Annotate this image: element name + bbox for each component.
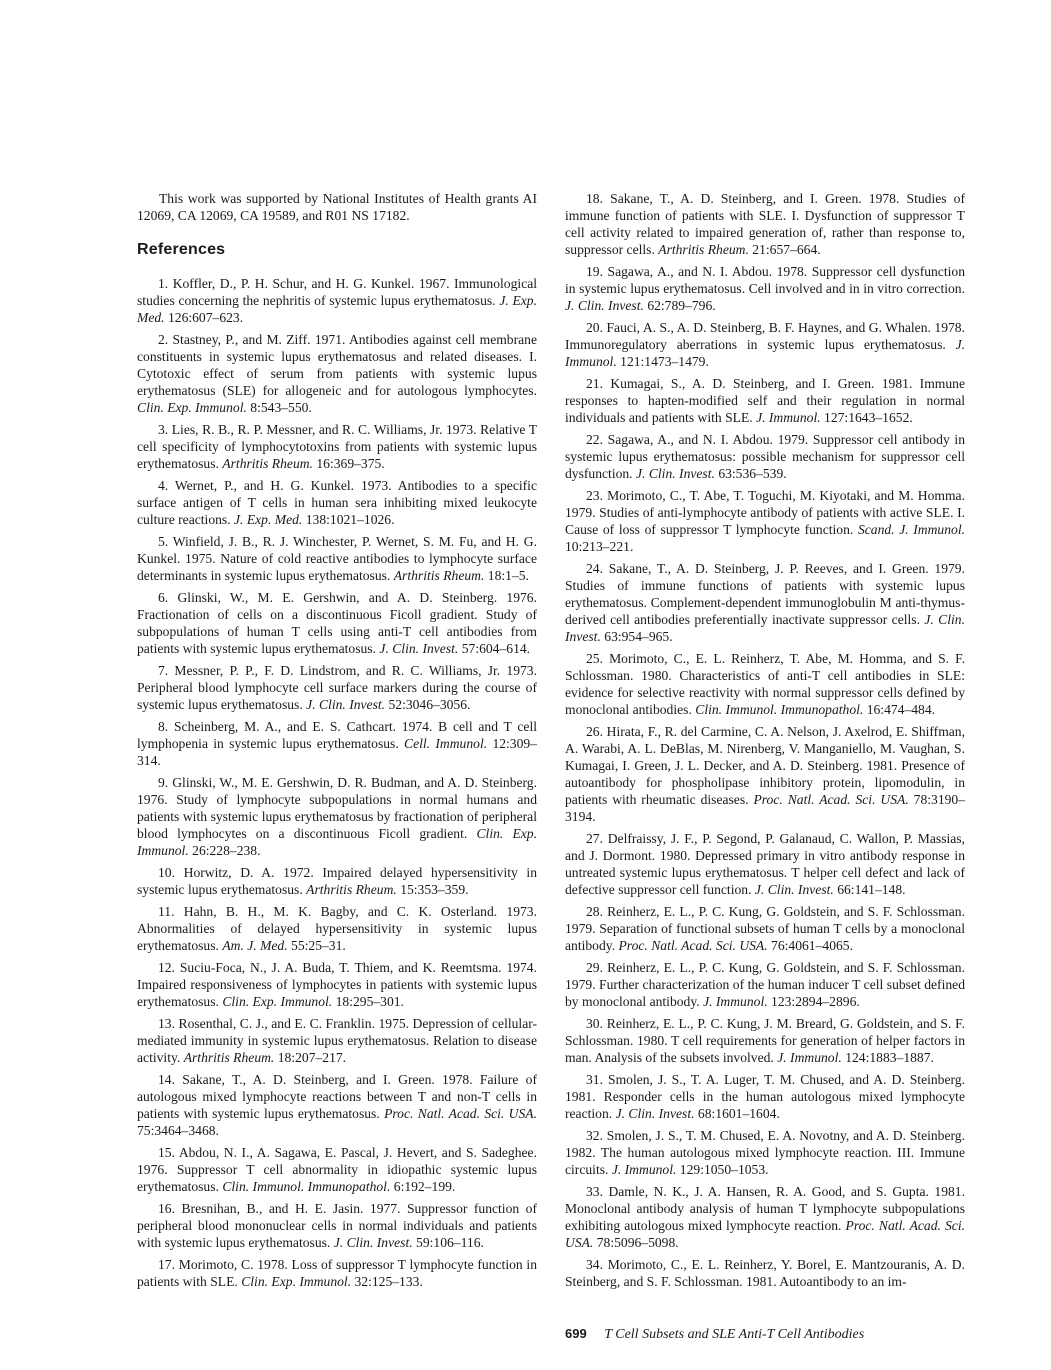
reference-citation: 123:2894–2896. — [771, 994, 860, 1009]
reference-text: Delfraissy, J. F., P. Segond, P. Galanaud, C. Wallon, P. Massias, and J. Dormont. 1980. Depressed primary in vitro antibody response in untreated systemic lupus erythematosus. T helper cell defect and lack of defective suppressor cell function. — [565, 831, 965, 897]
reference-citation: 57:604–614. — [461, 641, 531, 656]
reference-number: 2. — [158, 332, 169, 347]
reference-number: 25. — [586, 651, 603, 666]
reference-item — [137, 1144, 537, 1195]
reference-journal: Clin. Exp. Immunol. — [137, 400, 247, 415]
reference-text: Scheinberg, M. A., and E. S. Cathcart. 1974. B cell and T cell lymphopenia in systemic lupus erythematosus. — [137, 719, 537, 751]
reference-item — [137, 275, 537, 326]
reference-text: Sakane, T., A. D. Steinberg, and I. Green. 1978. Studies of immune function of patients with SLE. I. Dysfunction of suppressor T cell activity related to impaired generation of, rather than response to, suppressor cells. — [565, 191, 965, 257]
reference-journal: J. Immunol. — [565, 337, 965, 369]
reference-item — [137, 1256, 537, 1290]
reference-number: 1. — [158, 276, 169, 291]
reference-number: 13. — [158, 1016, 175, 1031]
reference-number: 32. — [586, 1128, 603, 1143]
reference-item — [137, 903, 537, 954]
reference-text: Bresnihan, B., and H. E. Jasin. 1977. Suppressor function of peripheral blood mononuclear cells in normal individuals and patients with systemic lupus erythematosus. — [137, 1201, 537, 1250]
reference-journal: Arthritis Rheum. — [306, 882, 397, 897]
reference-item — [565, 375, 965, 426]
reference-text: Hirata, F., R. del Carmine, C. A. Nelson, J. Axelrod, E. Shiffman, A. Warabi, A. L. DeBlas, M. Nirenberg, V. Manganiello, M. Vaughan, S. Kumagai, I. Green, J. L. Decker, and A. D. Steinberg. 1981. Presence of autoantibody for phospholipase inhibitory protein, lipomodulin, in patients with rheumatic diseases. — [565, 724, 965, 807]
reference-journal: J. Clin. Invest. — [636, 466, 715, 481]
reference-body — [565, 903, 965, 954]
reference-body — [137, 477, 537, 528]
reference-body — [565, 830, 965, 898]
reference-citation: 59:106–116. — [416, 1235, 484, 1250]
reference-citation: 124:1883–1887. — [845, 1050, 934, 1065]
reference-number: 20. — [586, 320, 603, 335]
reference-text: Abdou, N. I., A. Sagawa, E. Pascal, J. Hevert, and S. Sadeghee. 1976. Suppressor T cell abnormality in idiopathic systemic lupus erythematosus. — [137, 1145, 537, 1194]
reference-body — [137, 1256, 537, 1290]
reference-citation: 6:192–199. — [393, 1179, 456, 1194]
reference-journal: J. Clin. Invest. — [306, 697, 386, 712]
reference-journal: Arthritis Rheum. — [183, 1050, 275, 1065]
reference-body — [137, 1071, 537, 1139]
reference-item — [565, 1127, 965, 1178]
reference-item — [565, 830, 965, 898]
reference-journal: Clin. Exp. Immunol. — [241, 1274, 352, 1289]
reference-body — [565, 263, 965, 314]
reference-body — [565, 1127, 965, 1178]
reference-text: Sagawa, A., and N. I. Abdou. 1979. Suppressor cell antibody in systemic lupus erythematosus: possible mechanism for suppressor cell dysfunction. — [565, 432, 965, 481]
reference-item — [565, 1256, 965, 1290]
reference-item — [137, 864, 537, 898]
reference-number: 5. — [158, 534, 169, 549]
reference-number: 11. — [158, 904, 175, 919]
reference-text: Sagawa, A., and N. I. Abdou. 1978. Suppressor cell dysfunction in systemic lupus erythematosus. Cell involved and in in vitro correction. — [565, 264, 965, 296]
reference-citation: 78:3190–3194. — [565, 792, 966, 824]
reference-item — [565, 650, 965, 718]
reference-body — [565, 1256, 965, 1290]
reference-journal: J. Clin. Invest. — [615, 1106, 695, 1121]
reference-citation: 62:789–796. — [647, 298, 716, 313]
reference-text: Fauci, A. S., A. D. Steinberg, B. F. Haynes, and G. Whalen. 1978. Immunoregulatory aberrations in systemic lupus erythematosus. — [565, 320, 965, 352]
reference-journal: Proc. Natl. Acad. Sci. USA. — [618, 938, 768, 953]
reference-journal: J. Immunol. — [611, 1162, 677, 1177]
reference-journal: Arthritis Rheum. — [222, 456, 313, 471]
reference-text: Glinski, W., M. E. Gershwin, and A. D. Steinberg. 1976. Fractionation of cells on a discontinuous Ficoll gradient. Study of subpopulations of human T cells using anti-T cell antibodies from patients with systemic lupus erythematosus. — [137, 590, 537, 656]
reference-journal: Proc. Natl. Acad. Sci. USA. — [565, 1218, 965, 1250]
reference-item — [565, 723, 965, 825]
reference-item — [565, 263, 965, 314]
reference-journal: Am. J. Med. — [222, 938, 288, 953]
reference-text: Rosenthal, C. J., and E. C. Franklin. 1975. Depression of cellular-mediated immunity in systemic lupus erythematosus. Relation to disease activity. — [137, 1016, 538, 1065]
reference-item — [137, 959, 537, 1010]
reference-number: 19. — [586, 264, 603, 279]
reference-number: 16. — [158, 1201, 175, 1216]
reference-text: Smolen, J. S., T. A. Luger, T. M. Chused, and A. D. Steinberg. 1981. Responder cells in the human autologous mixed lymphocyte reaction. — [565, 1072, 965, 1121]
reference-body — [565, 487, 965, 555]
reference-citation: 121:1473–1479. — [620, 354, 709, 369]
reference-body — [565, 431, 965, 482]
reference-number: 27. — [586, 831, 603, 846]
reference-journal: J. Immunol. — [777, 1050, 842, 1065]
reference-citation: 16:474–484. — [866, 702, 936, 717]
reference-text: Messner, P. P., F. D. Lindstrom, and R. C. Williams, Jr. 1973. Peripheral blood lymphocyte cell surface markers during the course of systemic lupus erythematosus. — [137, 663, 537, 712]
reference-item — [565, 959, 965, 1010]
reference-citation: 21:657–664. — [752, 242, 821, 257]
reference-body — [565, 375, 965, 426]
reference-number: 28. — [586, 904, 603, 919]
reference-text: Koffler, D., P. H. Schur, and H. G. Kunkel. 1967. Immunological studies concerning the nephritis of systemic lupus erythematosus. — [137, 276, 538, 308]
reference-body — [137, 718, 537, 769]
reference-number: 9. — [158, 775, 169, 790]
reference-body — [565, 190, 965, 258]
reference-journal: Arthritis Rheum. — [658, 242, 749, 257]
right-column — [565, 190, 965, 1295]
reference-body — [565, 1071, 965, 1122]
reference-item — [137, 718, 537, 769]
reference-body — [565, 959, 965, 1010]
reference-text: Lies, R. B., R. P. Messner, and R. C. Williams, Jr. 1973. Relative T cell specificity of lymphocytotoxins from patients with systemic lupus erythematosus. — [137, 422, 537, 471]
reference-body — [137, 275, 537, 326]
reference-text: Reinherz, E. L., P. C. Kung, J. M. Breard, G. Goldstein, and S. F. Schlossman. 1980. T cell requirements for generation of helper factors in man. Analysis of the subsets involved. — [565, 1016, 965, 1065]
page-number: 699 — [565, 1326, 587, 1341]
reference-number: 23. — [586, 488, 603, 503]
reference-journal: J. Exp. Med. — [234, 512, 303, 527]
reference-number: 4. — [158, 478, 169, 493]
reference-item — [565, 1183, 965, 1251]
reference-citation: 55:25–31. — [291, 938, 346, 953]
reference-number: 18. — [586, 191, 603, 206]
reference-number: 34. — [586, 1257, 603, 1272]
reference-citation: 18:207–217. — [277, 1050, 347, 1065]
acknowledgment: This work was supported by National Institutes of Health grants AI 12069, CA 12069, CA 19589, and R01 NS 17182. — [137, 191, 537, 223]
reference-body — [137, 1015, 537, 1066]
reference-text: Reinherz, E. L., P. C. Kung, G. Goldstein, and S. F. Schlossman. 1979. Further characterization of the human inducer T cell subset defined by monoclonal antibody. — [565, 960, 965, 1009]
reference-text: Morimoto, C., E. L. Reinherz, T. Abe, M. Homma, and S. F. Schlossman. 1980. Characteristics of anti-T cell antibodies in SLE: evidence for selective reactivity with normal suppressor cells defined by monoclonal antibodies. — [565, 651, 965, 717]
reference-body — [565, 319, 965, 370]
reference-text: Stastney, P., and M. Ziff. 1971. Antibodies against cell membrane constituents in systemic lupus erythematosus and related diseases. I. Cytotoxic effect of serum from patients with systemic lupus erythematosus (SLE) for allogeneic and for autologous lymphocytes. — [137, 332, 537, 398]
reference-journal: J. Exp. Med. — [137, 293, 537, 325]
reference-journal: J. Clin. Invest. — [565, 612, 965, 644]
reference-citation: 127:1643–1652. — [824, 410, 913, 425]
reference-item — [137, 589, 537, 657]
reference-text: Morimoto, C. 1978. Loss of suppressor T lymphocyte function in patients with SLE. — [137, 1257, 537, 1289]
reference-text: Reinherz, E. L., P. C. Kung, G. Goldstein, and S. F. Schlossman. 1979. Separation of functional subsets of human T cells by a monoclonal antibody. — [565, 904, 965, 953]
reference-item — [565, 487, 965, 555]
reference-number: 12. — [158, 960, 175, 975]
reference-text: Sakane, T., A. D. Steinberg, J. P. Reeves, and I. Green. 1979. Studies of immune functions of patients with systemic lupus erythematosus. Complement-dependent immunoglobulin M anti-thymus-derived cell antibodies preferentially inactivate suppressor cells. — [565, 561, 965, 627]
reference-number: 21. — [586, 376, 603, 391]
reference-text: Sakane, T., A. D. Steinberg, and I. Green. 1978. Failure of autologous mixed lymphocyte reactions between T and non-T cells in patients with systemic lupus erythematosus. — [137, 1072, 537, 1121]
reference-citation: 68:1601–1604. — [697, 1106, 780, 1121]
reference-journal: J. Clin. Invest. — [379, 641, 459, 656]
reference-text: Suciu-Foca, N., J. A. Buda, T. Thiem, and K. Reemtsma. 1974. Impaired responsiveness of lymphocytes in patients with systemic lupus erythematosus. — [137, 960, 537, 1009]
reference-citation: 26:228–238. — [192, 843, 261, 858]
reference-item — [137, 774, 537, 859]
reference-number: 29. — [586, 960, 603, 975]
reference-number: 3. — [158, 422, 169, 437]
left-column — [137, 190, 537, 1295]
reference-journal: Clin. Exp. Immunol. — [137, 826, 538, 858]
reference-item — [137, 1200, 537, 1251]
reference-body — [137, 421, 537, 472]
reference-body — [565, 723, 965, 825]
reference-number: 22. — [586, 432, 603, 447]
reference-citation: 129:1050–1053. — [679, 1162, 769, 1177]
reference-citation: 126:607–623. — [167, 310, 244, 325]
reference-item — [565, 560, 965, 645]
reference-citation: 18:1–5. — [487, 568, 529, 583]
reference-item — [137, 1015, 537, 1066]
reference-citation: 63:536–539. — [718, 466, 787, 481]
reference-item — [137, 533, 537, 584]
reference-journal: Scand. J. Immunol. — [857, 522, 966, 537]
reference-citation: 12:309–314. — [137, 736, 537, 768]
reference-number: 10. — [158, 865, 175, 880]
reference-journal: J. Clin. Invest. — [565, 298, 644, 313]
reference-item — [565, 431, 965, 482]
reference-journal: J. Clin. Invest. — [333, 1235, 413, 1250]
reference-number: 26. — [586, 724, 603, 739]
reference-body — [137, 864, 537, 898]
references-heading: References — [137, 241, 226, 258]
reference-item — [565, 190, 965, 258]
reference-text: Smolen, J. S., T. M. Chused, E. A. Novotny, and A. D. Steinberg. 1982. The human autologous mixed lymphocyte reaction. III. Immune circuits. — [565, 1128, 965, 1177]
reference-item — [565, 319, 965, 370]
reference-journal: Clin. Immunol. Immunopathol. — [222, 1179, 391, 1194]
reference-body — [137, 589, 537, 657]
reference-citation: 10:213–221. — [565, 539, 634, 554]
reference-item — [137, 662, 537, 713]
references-list-left — [137, 275, 537, 1290]
reference-body — [137, 533, 537, 584]
reference-citation: 138:1021–1026. — [305, 512, 395, 527]
reference-body — [137, 1200, 537, 1251]
reference-text: Morimoto, C., T. Abe, T. Toguchi, M. Kiyotaki, and M. Homma. 1979. Studies of anti-lymphocyte antibody of patients with active SLE. I. Cause of loss of suppressor T lymphocyte function. — [565, 488, 965, 537]
reference-journal: Clin. Exp. Immunol. — [222, 994, 333, 1009]
reference-citation: 63:954–965. — [604, 629, 673, 644]
reference-number: 8. — [158, 719, 169, 734]
reference-journal: J. Immunol. — [703, 994, 768, 1009]
reference-body — [137, 1144, 537, 1195]
reference-citation: 8:543–550. — [250, 400, 312, 415]
reference-citation: 18:295–301. — [335, 994, 404, 1009]
reference-text: Hahn, B. H., M. K. Bagby, and C. K. Osterland. 1973. Abnormalities of delayed hypersensitivity in systemic lupus erythematosus. — [137, 904, 537, 953]
reference-item — [137, 421, 537, 472]
reference-journal: Proc. Natl. Acad. Sci. USA. — [753, 792, 909, 807]
reference-text: Kumagai, S., A. D. Steinberg, and I. Green. 1981. Immune responses to hapten-modified self and their regulation in normal individuals and patients with SLE. — [565, 376, 965, 425]
reference-number: 24. — [586, 561, 603, 576]
reference-text: Wernet, P., and H. G. Kunkel. 1973. Antibodies to a specific surface antigen of T cells in human sera inhibiting mixed leukocyte culture reactions. — [137, 478, 537, 527]
reference-body — [137, 331, 537, 416]
reference-body — [565, 650, 965, 718]
reference-body — [137, 959, 537, 1010]
reference-number: 31. — [586, 1072, 603, 1087]
reference-journal: Arthritis Rheum. — [393, 568, 485, 583]
reference-item — [565, 1015, 965, 1066]
reference-citation: 15:353–359. — [400, 882, 469, 897]
reference-citation: 16:369–375. — [316, 456, 385, 471]
reference-number: 14. — [158, 1072, 175, 1087]
reference-number: 7. — [158, 663, 169, 678]
reference-number: 17. — [158, 1257, 175, 1272]
reference-body — [137, 903, 537, 954]
references-list-right — [565, 190, 965, 1290]
reference-body — [137, 774, 537, 859]
page-footer — [565, 1326, 864, 1343]
reference-citation: 75:3464–3468. — [137, 1123, 219, 1138]
reference-text: Glinski, W., M. E. Gershwin, D. R. Budman, and A. D. Steinberg. 1976. Study of lymphocyte subpopulations in normal humans and patients with systemic lupus erythematosus by fractionation of peripheral blood lymphocytes on a discontinuous Ficoll gradient. — [137, 775, 537, 841]
reference-number: 30. — [586, 1016, 603, 1031]
reference-body — [565, 560, 965, 645]
reference-number: 6. — [158, 590, 169, 605]
reference-body — [565, 1015, 965, 1066]
reference-number: 33. — [586, 1184, 603, 1199]
reference-journal: Clin. Immunol. Immunopathol. — [695, 702, 864, 717]
reference-item — [565, 1071, 965, 1122]
reference-item — [565, 903, 965, 954]
running-title: T Cell Subsets and SLE Anti-T Cell Antibodies — [604, 1327, 865, 1342]
reference-journal: J. Clin. Invest. — [754, 882, 834, 897]
reference-journal: Proc. Natl. Acad. Sci. USA. — [384, 1106, 537, 1121]
reference-citation: 52:3046–3056. — [388, 697, 471, 712]
reference-text: Winfield, J. B., R. J. Winchester, P. Wernet, S. M. Fu, and H. G. Kunkel. 1975. Nature of cold reactive antibodies to lymphocyte surface determinants in systemic lupus erythematosus. — [137, 534, 537, 583]
reference-journal: J. Immunol. — [756, 410, 821, 425]
reference-body — [565, 1183, 965, 1251]
reference-text: Morimoto, C., E. L. Reinherz, Y. Borel, E. Mantzouranis, A. D. Steinberg, and S. F. Schlossman. 1981. Autoantibody to an im- — [565, 1257, 965, 1289]
reference-citation: 66:141–148. — [837, 882, 906, 897]
reference-text: Horwitz, D. A. 1972. Impaired delayed hypersensitivity in systemic lupus erythematosus. — [137, 865, 537, 897]
reference-journal: Cell. Immunol. — [404, 736, 488, 751]
reference-number: 15. — [158, 1145, 175, 1160]
reference-body — [137, 662, 537, 713]
reference-item — [137, 477, 537, 528]
reference-citation: 78:5096–5098. — [596, 1235, 679, 1250]
reference-item — [137, 1071, 537, 1139]
reference-text: Damle, N. K., J. A. Hansen, R. A. Good, and S. Gupta. 1981. Monoclonal antibody analysis of human T lymphocyte subpopulations exhibiting autologous mixed lymphocyte reaction. — [565, 1184, 965, 1233]
reference-item — [137, 331, 537, 416]
reference-citation: 32:125–133. — [354, 1274, 423, 1289]
reference-citation: 76:4061–4065. — [771, 938, 853, 953]
